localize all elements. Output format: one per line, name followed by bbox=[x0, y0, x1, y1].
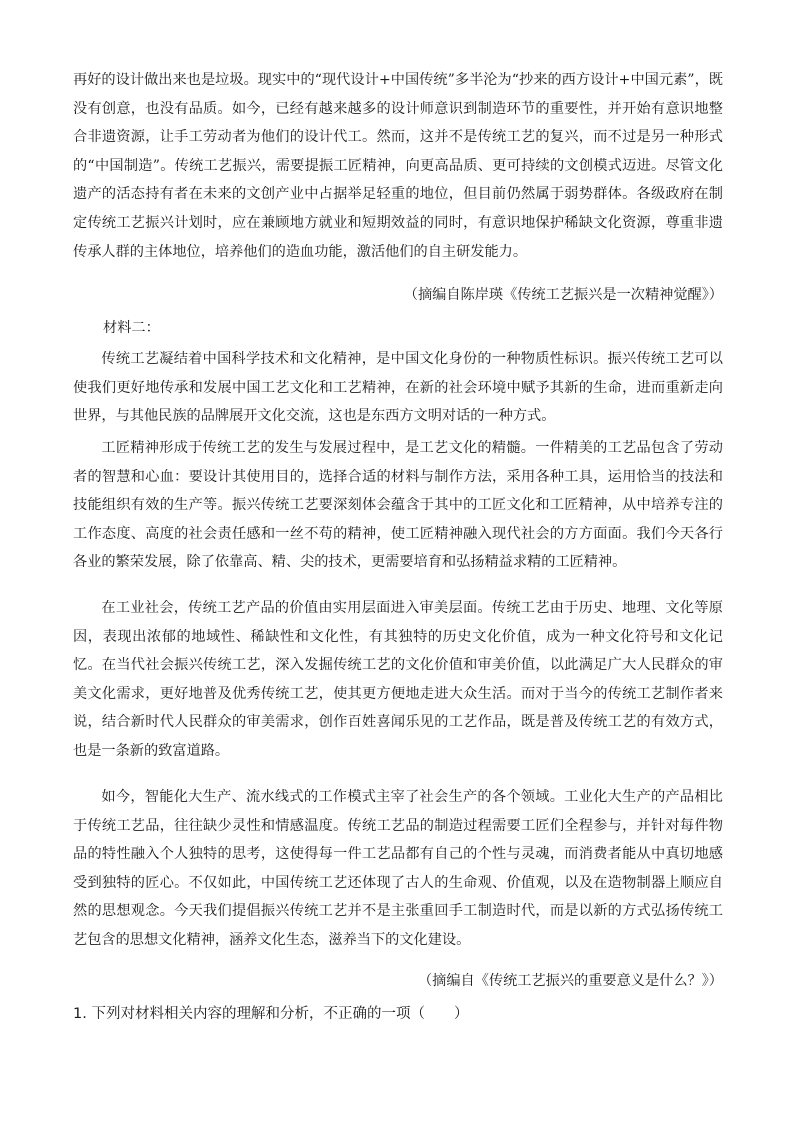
material2-label: 材料二： bbox=[103, 320, 160, 336]
question-1: 1. 下列对材料相关内容的理解和分析，不正确的一项（ ） bbox=[73, 1006, 469, 1022]
material2-paragraph-4: 如今，智能化大生产、流水线式的工作模式主宰了社会生产的各个领域。工业化大生产的产品相比于传统工艺品，往往缺少灵性和情感温度。传统工艺品的制造过程需要工匠们全程参与，并针对每件物品的特性融入个人独特的思考，这使得每一件工艺品都有自己的个性与灵魂，而消费者能从中真切地感受到独特的匠心。不仅如此，中国传统工艺还体现了古人的生命观、价值观，以及在造物制器上顺应自然的思想观念。今天我们提倡振兴传统工艺并不是主张重回手工制造时代，而是以新的方式弘扬传统工艺包含的思想文化精神，涵养文化生态，滋养当下的文化建设。 bbox=[73, 789, 723, 948]
material1-paragraph: 再好的设计做出来也是垃圾。现实中的“现代设计+中国传统”多半沦为“抄来的西方设计+中国元素”，既没有创意，也没有品质。如今，已经有越来越多的设计师意识到制造环节的重要性，并开始有意识地整合非遗资源，让手工劳动者为他们的设计代工。然而，这并不是传统工艺的复兴，而不过是另一种形式的“中国制造”。传统工艺振兴，需要提振工匠精神，向更高品质、更可持续的文创模式迈进。尽管文化遗产的活态持有者在未来的文创产业中占据举足轻重的地位，但目前仍然属于弱势群体。各级政府在制定传统工艺振兴计划时，应在兼顾地方就业和短期效益的同时，有意识地保护稀缺文化资源，尊重非遗传承人群的主体地位，培养他们的造血功能，激活他们的自主研发能力。 bbox=[73, 72, 723, 260]
source-citation-1: （摘编自陈岸瑛《传统工艺振兴是一次精神觉醒》） bbox=[403, 287, 723, 303]
source-citation-2: （摘编自《传统工艺振兴的重要意义是什么？》） bbox=[417, 973, 723, 989]
material2-paragraph-3: 在工业社会，传统工艺产品的价值由实用层面进入审美层面。传统工艺由于历史、地理、文化等原因，表现出浓郁的地域性、稀缺性和文化性，有其独特的历史文化价值，成为一种文化符号和文化记忆。在当代社会振兴传统工艺，深入发掘传统工艺的文化价值和审美价值，以此满足广大人民群众的审美文化需求，更好地普及优秀传统工艺，使其更方便地走进大众生活。而对于当今的传统工艺制作者来说，结合新时代人民群众的审美需求，创作百姓喜闻乐见的工艺作品，既是普及传统工艺的有效方式，也是一条新的致富道路。 bbox=[73, 600, 723, 759]
material2-paragraph-2: 工匠精神形成于传统工艺的发生与发展过程中，是工艺文化的精髓。一件精美的工艺品包含了劳动者的智慧和心血：要设计其使用目的，选择合适的材料与制作方法，采用各种工具，运用恰当的技法和技能组织有效的生产等。振兴传统工艺要深刻体会蕴含于其中的工匠文化和工匠精神，从中培养专注的工作态度、高度的社会责任感和一丝不苟的精神，使工匠精神融入现代社会的方方面面。我们今天各行各业的繁荣发展，除了依靠高、精、尖的技术，更需要培育和弘扬精益求精的工匠精神。 bbox=[73, 440, 723, 571]
material2-paragraph-1: 传统工艺凝结着中国科学技术和文化精神，是中国文化身份的一种物质性标识。振兴传统工艺可以使我们更好地传承和发展中国工艺文化和工艺精神，在新的社会环境中赋予其新的生命，进而重新走向世界，与其他民族的品牌展开文化交流，这也是东西方文明对话的一种方式。 bbox=[73, 351, 723, 425]
